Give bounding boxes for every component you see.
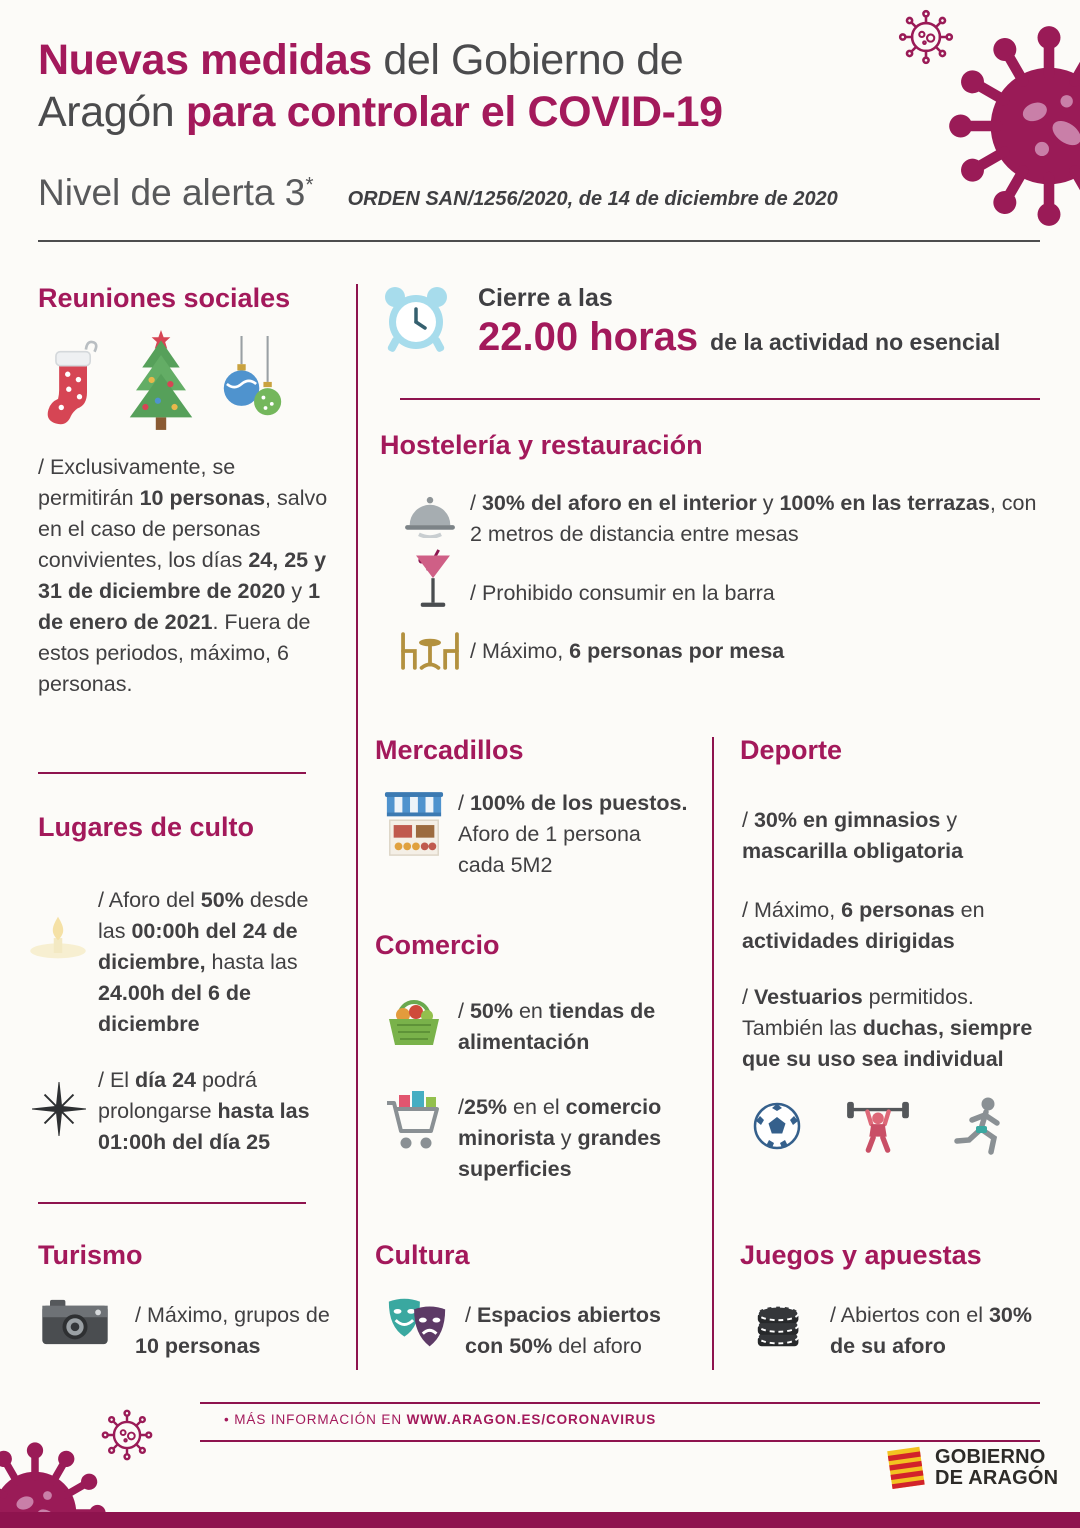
column-separator-right (712, 737, 714, 1370)
christmas-tree-icon (122, 330, 200, 432)
logo-line-1: GOBIERNO (935, 1446, 1046, 1468)
gobierno-aragon-logo (884, 1444, 1058, 1492)
section-title-juegos: Juegos y apuestas (740, 1240, 982, 1270)
comercio-item-1: / 50% en tiendas de alimentación (458, 999, 656, 1054)
title-line-1: Nuevas medidas del Gobierno de (38, 36, 684, 84)
logo-line-2: DE ARAGÓN (935, 1467, 1059, 1489)
alarm-clock-icon (380, 282, 452, 356)
cocktail-icon (412, 548, 454, 614)
theater-masks-icon (383, 1293, 451, 1355)
shopping-cart-icon (383, 1088, 445, 1158)
table-chairs-icon (398, 628, 462, 674)
section-title-culto: Lugares de culto (38, 812, 255, 842)
virus-outline-icon (98, 1406, 156, 1464)
closing-time-block (478, 284, 1053, 360)
title-line-2: Aragón para controlar el COVID-19 (38, 88, 723, 137)
page-title (38, 34, 858, 139)
serving-dish-icon (400, 490, 460, 538)
running-icon (954, 1095, 1008, 1157)
weightlifting-icon (846, 1098, 910, 1154)
virus-icon (943, 20, 1080, 232)
turismo-item-1: / Máximo, grupos de 10 personas (135, 1303, 330, 1358)
hosteleria-item-1: / 30% del aforo en el interior y 100% en las terrazas, con 2 metros de distancia entre mesas (470, 491, 1037, 546)
culto-item-1: / Aforo del 50% desde las 00:00h del 24 de diciembre, hasta las 24.00h del 6 de diciembre (98, 888, 309, 1036)
closing-line-2 (478, 315, 1053, 360)
section-title-deporte: Deporte (740, 735, 843, 765)
logo-text (935, 1447, 1058, 1489)
food-basket-icon (383, 990, 445, 1050)
section-title-cultura: Cultura (375, 1240, 470, 1270)
hosteleria-item-2: / Prohibido consumir en la barra (470, 581, 775, 605)
divider (400, 398, 1040, 400)
deporte-item-3: / Vestuarios permitidos. También las duchas, siempre que su uso sea individual (742, 985, 1033, 1071)
bottom-bar (0, 1512, 1080, 1528)
closing-line-1: Cierre a las (478, 284, 613, 312)
christmas-stocking-icon (42, 340, 102, 432)
soccer-ball-icon (752, 1101, 802, 1151)
camera-icon (40, 1298, 110, 1348)
reuniones-text: / Exclusivamente, se permitirán 10 personas, salvo en el caso de personas convivientes, los días 24, 25 y 31 de diciembre de 2020 y 1 de enero de 2021. Fuera de estos periodos, máximo, 6 personas. (38, 455, 328, 696)
column-separator-left (356, 284, 358, 1370)
section-title-mercadillos: Mercadillos (375, 735, 524, 765)
section-title-turismo: Turismo (38, 1240, 143, 1270)
comercio-item-2: /25% en el comercio minorista y grandes superficies (458, 1095, 662, 1181)
alert-row (38, 172, 838, 214)
candle-icon (26, 912, 90, 962)
sports-icons-row (752, 1095, 1008, 1157)
divider (38, 772, 306, 774)
star-icon (32, 1082, 86, 1136)
deporte-item-1: / 30% en gimnasios y mascarilla obligatoria (742, 808, 964, 863)
footer-rule-top (200, 1402, 1040, 1404)
section-title-comercio: Comercio (375, 930, 500, 960)
alert-level: Nivel de alerta 3* (38, 172, 314, 213)
deporte-item-2: / Máximo, 6 personas en actividades dirigidas (742, 898, 985, 953)
closing-rest: de la actividad no esencial (710, 329, 1001, 355)
closing-time: 22.00 horas (478, 315, 699, 359)
footer-info: • MÁS INFORMACIÓN EN WWW.ARAGON.ES/CORONAVIRUS (224, 1412, 657, 1427)
poker-chips-icon (752, 1295, 810, 1357)
divider (38, 1202, 306, 1204)
section-title-hosteleria: Hostelería y restauración (380, 430, 703, 460)
virus-outline-icon (895, 6, 957, 68)
order-reference: ORDEN SAN/1256/2020, de 14 de diciembre de 2020 (347, 188, 838, 210)
mercadillos-item-1: / 100% de los puestos. Aforo de 1 persona cada 5M2 (458, 791, 688, 877)
market-stall-icon (383, 792, 445, 862)
hosteleria-item-3: / Máximo, 6 personas por mesa (470, 639, 785, 663)
christmas-icons-row (42, 330, 286, 432)
juegos-item-1: / Abiertos con el 30% de su aforo (830, 1303, 1032, 1358)
aragon-flag-icon (884, 1444, 926, 1492)
culto-item-2: / El día 24 podrá prolongarse hasta las 01:00h del día 25 (98, 1068, 310, 1154)
section-title-reuniones: Reuniones sociales (38, 283, 291, 313)
header-rule (38, 240, 1040, 242)
footer-rule-bottom (200, 1440, 1040, 1442)
cultura-item-1: / Espacios abiertos con 50% del aforo (465, 1303, 661, 1358)
christmas-ornaments-icon (220, 336, 286, 432)
alert-asterisk: * (305, 173, 314, 197)
